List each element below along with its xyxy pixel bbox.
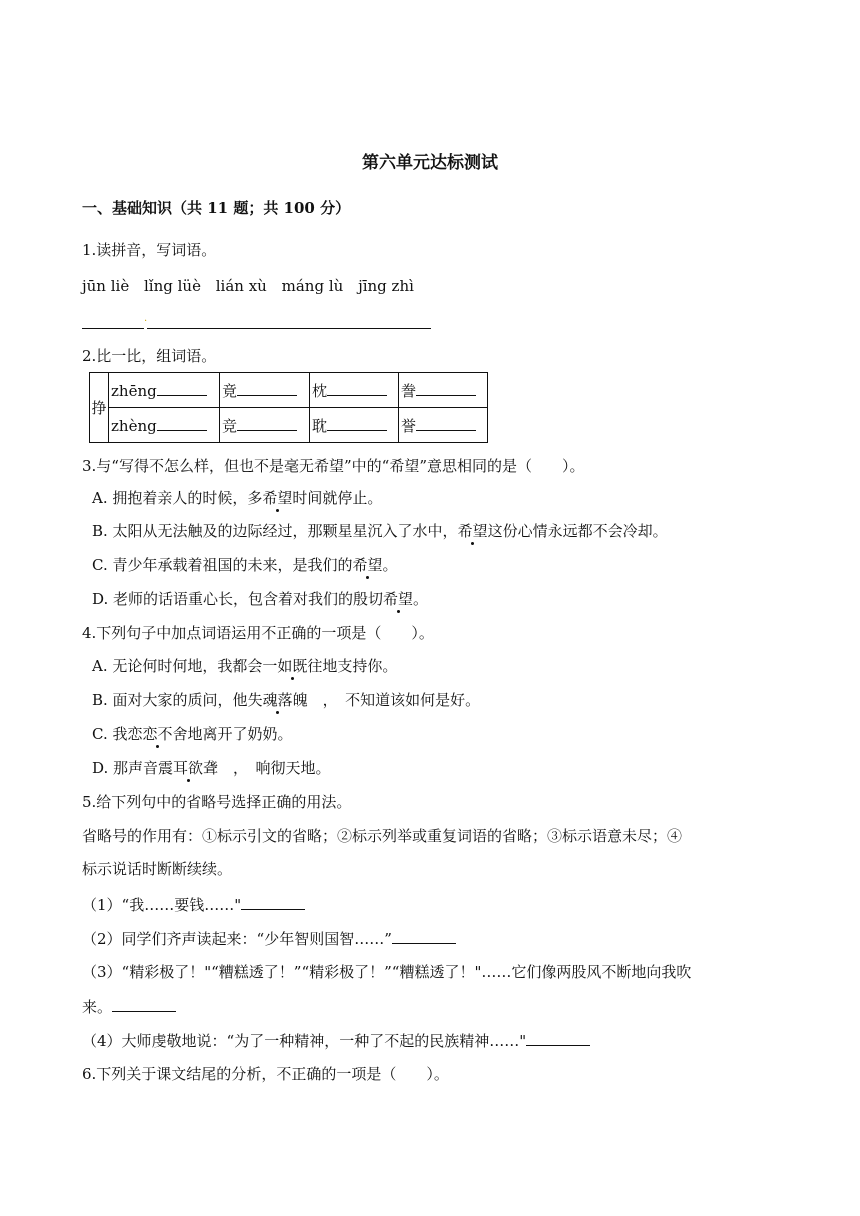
question-4-option-a[interactable]: A. 无论何时何地，我都会一如既往地支持你。 <box>92 657 398 675</box>
question-4-option-b[interactable]: B. 面对大家的质问，他失魂落魄 ， 不知道该如何是好。 <box>92 691 481 709</box>
pinyin-1: jūn liè <box>82 277 130 295</box>
question-4-option-d[interactable]: D. 那声音震耳欲聋 ， 响彻天地。 <box>92 759 331 777</box>
question-5-item-3-continued: 来。 <box>82 996 176 1017</box>
question-5-item-4: （4）大师虔敬地说：“为了一种精神，一种了不起的民族精神……" <box>82 1030 590 1051</box>
question-1-pinyin-row <box>82 276 424 296</box>
compare-cell[interactable]: zhēng <box>109 373 220 408</box>
pinyin-2: lǐng lüè <box>144 277 201 295</box>
pinyin-3: lián xù <box>215 277 267 295</box>
compare-cell[interactable]: zhèng <box>109 408 220 443</box>
compare-cell[interactable]: 枕 <box>310 373 399 408</box>
page-title: 第六单元达标测试 <box>362 153 498 173</box>
question-3-prompt: 3.与“写得不怎么样，但也不是毫无希望”中的“希望”意思相同的是（ ）。 <box>82 457 585 475</box>
pinyin-5: jīng zhì <box>358 277 414 295</box>
question-2-prompt: 2.比一比，组词语。 <box>82 347 217 365</box>
compare-cell[interactable]: 誊 <box>399 373 488 408</box>
question-3-option-c[interactable]: C. 青少年承载着祖国的未来，是我们的希望。 <box>92 556 398 574</box>
answer-blank[interactable] <box>147 310 219 329</box>
question-4-prompt: 4.下列句子中加点词语运用不正确的一项是（ ）。 <box>82 624 434 642</box>
question-1-answer-blanks <box>82 310 431 329</box>
answer-blank[interactable] <box>526 1030 590 1046</box>
question-3-option-b[interactable]: B. 太阳从无法触及的边际经过，那颗星星沉入了水中，希望这份心情永远都不会冷却。 <box>92 522 668 540</box>
answer-blank[interactable] <box>219 310 291 329</box>
question-3-option-a[interactable]: A. 拥抱着亲人的时候，多希望时间就停止。 <box>92 489 383 507</box>
compare-table <box>89 372 488 443</box>
section-heading: 一、基础知识（共 11 题；共 100 分） <box>82 199 351 217</box>
answer-blank[interactable] <box>241 894 305 910</box>
question-1-prompt: 1.读拼音，写词语。 <box>82 241 217 259</box>
answer-blank[interactable] <box>361 310 431 329</box>
answer-blank[interactable] <box>82 310 144 329</box>
question-5-description-line-1: 省略号的作用有：①标示引文的省略；②标示列举或重复词语的省略；③标示语意未尽；④ <box>82 827 683 845</box>
question-4-option-c[interactable]: C. 我恋恋不舍地离开了奶奶。 <box>92 725 293 743</box>
answer-blank[interactable] <box>112 996 176 1012</box>
compare-cell[interactable]: 耽 <box>310 408 399 443</box>
pinyin-4: máng lù <box>281 277 344 295</box>
question-6-prompt: 6.下列关于课文结尾的分析，不正确的一项是（ ）。 <box>82 1065 449 1083</box>
question-3-option-d[interactable]: D. 老师的话语重心长，包含着对我们的殷切希望。 <box>92 590 429 608</box>
compare-cell[interactable]: 誉 <box>399 408 488 443</box>
question-5-prompt: 5.给下列句中的省略号选择正确的用法。 <box>82 793 352 811</box>
question-5-description-line-2: 标示说话时断断续续。 <box>82 860 233 878</box>
answer-blank[interactable] <box>392 928 456 944</box>
compare-cell[interactable]: 竞 <box>220 408 310 443</box>
answer-blank[interactable] <box>291 310 361 329</box>
compare-cell[interactable]: 竟 <box>220 373 310 408</box>
question-5-item-3: （3）“精彩极了！"“糟糕透了！”“精彩极了！”“糟糕透了！"……它们像两股风不断地向我吹 <box>82 963 692 981</box>
compare-head-char: 挣 <box>90 373 109 443</box>
question-5-item-1: （1）“我……要钱……" <box>82 894 305 915</box>
question-5-item-2: （2）同学们齐声读起来：“少年智则国智……” <box>82 928 456 949</box>
marker-dot: . <box>144 313 148 324</box>
